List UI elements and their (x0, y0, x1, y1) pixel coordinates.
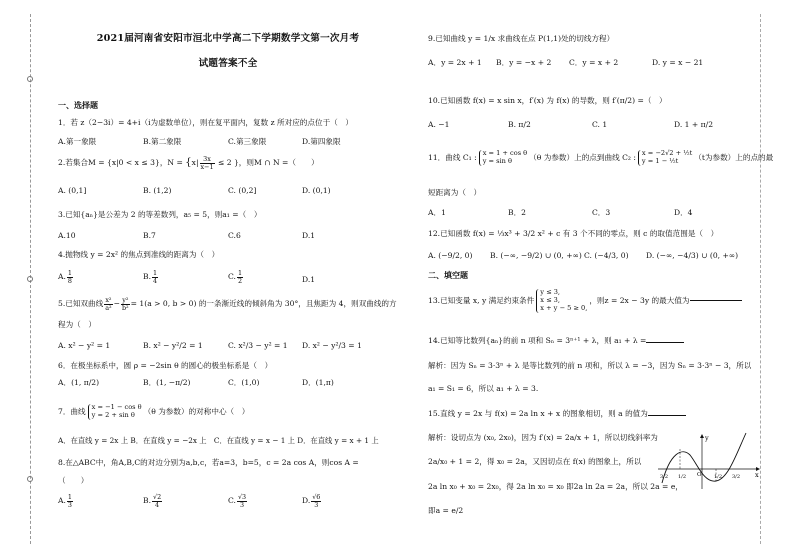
q4-option-a: A. $\frac{1}{8}$ (58, 269, 72, 285)
graph-tick-1: 3/2 (660, 474, 669, 480)
q11-system-1: x = 1 + cos θ y = sin θ (479, 150, 527, 166)
q14-answer-blank (646, 342, 684, 343)
section-choice: 一、选择题 (58, 100, 98, 110)
q6-option-a: A．(1, π/2) (58, 378, 100, 387)
q11-option-c: C．3 (592, 208, 611, 217)
q9-option-a: A．y = 2x + 1 (428, 58, 482, 67)
question-3: 3.已知{aₙ}是公差为 2 的等差数列，a₅ = 5，则a₁ =（ ） (58, 210, 262, 219)
q12-option-c: C. (−4/3, 0) (584, 251, 629, 260)
q12-option-a: A. (−9/2, 0) (428, 251, 473, 260)
q9-option-d: D. y = x − 21 (652, 58, 704, 67)
q6-option-d: D．(1,π) (302, 378, 334, 387)
page-subtitle: 试题答案不全 (198, 58, 258, 69)
section-fill: 二、填空题 (428, 270, 468, 280)
q11-option-a: A．1 (428, 208, 446, 217)
q15-solution-3: 2a ln x₀ + x₀ = 2x₀，得 2a ln x₀ = x₀ 即2a ln 2a = 2a，所以 2a = e， (428, 482, 683, 491)
q2-brace-open: { (185, 157, 192, 169)
q8-option-c: C. $\frac{√3}{3}$ (228, 493, 247, 509)
page-title: 2021届河南省安阳市洹北中学高二下学期数学文第一次月考 (96, 33, 360, 44)
q4-option-d: D.1 (302, 275, 316, 284)
graph-label-origin: O (697, 472, 702, 478)
question-5-cont: 程为（ ） (58, 320, 96, 329)
question-10: 10.已知函数 f(x) = x sin x，f′(x) 为 f(x) 的导数，则 f′(π/2) =（ ） (428, 96, 667, 105)
q2-set-var: x (191, 158, 196, 168)
question-5: 5.已知双曲线 $\frac{\text{x²}}{\text{a²}}$ − $\frac{\text{y²}}{\text{b²}}$ = 1(a > 0, b > 0) 的一条渐近线的倾斜角为 30°，且焦距为 4，则双曲线的方 (58, 296, 397, 312)
question-7: 7．曲线 x = −1 − cos θ y = 2 + sin θ （θ 为参数）的对称中心（ ） (58, 403, 250, 419)
q8-option-d: D. $\frac{√6}{3}$ (302, 493, 321, 509)
q8-paren: （ ） (58, 476, 89, 485)
q1-option-a: A.第一象限 (58, 137, 97, 146)
graph-y-arrow (700, 434, 704, 438)
question-8: 8.在△ABC中，角A,B,C的对边分别为a,b,c，若a=3，b=5，c = 2a cos A，则cos A = (58, 458, 359, 467)
q15-solution-2: 2a/x₀ + 1 = 2，得 x₀ = 2a，又因切点在 f(x) 的图象上，所以 (428, 457, 642, 466)
q11-option-d: D．4 (674, 208, 693, 217)
question-14: 14.已知等比数列{aₙ}的前 n 项和 Sₙ = 3ⁿ⁺¹ + λ，则 a₁ + λ = (428, 336, 684, 345)
q13-answer-blank (690, 300, 742, 301)
q14-solution-2: a₁ = S₁ = 6，所以 a₁ + λ = 3. (428, 384, 539, 393)
left-column (58, 0, 398, 560)
q2-option-d: D. (0,1) (302, 186, 331, 195)
q15-solution-1: 解析：设切点为 (x₀, 2x₀)，因为 f′(x) = 2a/x + 1，所以切线斜率为 (428, 433, 658, 442)
binding-hole (27, 76, 33, 82)
q10-option-a: A. −1 (428, 120, 450, 129)
graph-label-y: y (705, 434, 709, 442)
question-9: 9.已知曲线 y = 1/x 求曲线在点 P(1,1)处的切线方程） (428, 34, 615, 43)
q2-option-b: B. (1,2) (143, 186, 172, 195)
q6-option-b: B．(1, −π/2) (143, 378, 191, 387)
q6-option-c: C．(1,0) (228, 378, 260, 387)
q4-option-b: B. $\frac{1}{4}$ (143, 269, 158, 285)
question-12: 12.已知函数 f(x) = ⅓x³ + 3/2 x² + c 有 3 个不同的零点，则 c 的取值范围是（ ） (428, 229, 719, 238)
q2-option-c: C. (0,2] (228, 186, 257, 195)
q5-option-c: C. x²/3 − y² = 1 (228, 341, 288, 350)
question-11-cont: 短距离为（ ） (428, 188, 482, 197)
graph-label-x: x (755, 471, 759, 479)
q10-option-b: B. π/2 (508, 120, 531, 129)
q2-fraction: $\frac{3x}{x-1}$ (200, 155, 214, 171)
q1-option-c: C.第三象限 (228, 137, 267, 146)
binding-hole (27, 276, 33, 282)
q7-options: A．在直线 y = 2x 上 B．在直线 y = −2x 上 C．在直线 y = x − 1 上 D．在直线 y = x + 1 上 (58, 436, 379, 445)
question-13: 13.已知变量 x, y 满足约束条件 y ≤ 3, x ≤ 3, x + y − 5 ≥ 0, ，则z = 2x − 3y 的最大值为 (428, 289, 742, 313)
right-column (428, 0, 774, 560)
q3-option-b: B.7 (143, 231, 156, 240)
q14-solution-1: 解析：因为 Sₙ = 3·3ⁿ + λ 是等比数列的前 n 项和，所以 λ = −3，因为 Sₙ = 3·3ⁿ − 3，所以 (428, 361, 752, 370)
q2-option-a: A. (0,1] (58, 186, 87, 195)
question-15: 15.直线 y = 2x 与 f(x) = 2a ln x + x 的图象相切，则 a 的值为 (428, 409, 686, 418)
q10-option-c: C. 1 (592, 120, 608, 129)
graph-tick-2: 1/2 (678, 474, 687, 480)
function-graph-figure (656, 431, 762, 491)
question-11: 11．曲线 C₁ : x = 1 + cos θ y = sin θ （θ 为参数）上的点到曲线 C₂ : x = −2√2 + ½t y = 1 − ½t （t为参数）上的点的最 (428, 149, 774, 165)
q2-text-b: ≤ 2 }，则M ∩ N =（ ） (217, 158, 319, 168)
q12-option-d: D. (−∞, −4/3) ∪ (0, +∞) (646, 251, 739, 260)
q9-option-c: C．y = x + 2 (569, 58, 619, 67)
q3-option-d: D.1 (302, 231, 316, 240)
graph-tick-3: 1/2 (714, 474, 723, 480)
q4-option-c: C. $\frac{1}{2}$ (228, 269, 243, 285)
q8-option-a: A. $\frac{1}{3}$ (58, 493, 72, 509)
q11-option-b: B．2 (508, 208, 527, 217)
q5-option-b: B. x² − y²/2 = 1 (143, 341, 203, 350)
q5-option-a: A. x² − y² = 1 (58, 341, 111, 350)
q7-system: x = −1 − cos θ y = 2 + sin θ (88, 404, 142, 420)
q3-option-a: A.10 (58, 231, 76, 240)
q13-system: y ≤ 3, x ≤ 3, x + y − 5 ≥ 0, (536, 289, 587, 313)
q1-option-b: B.第二象限 (143, 137, 182, 146)
q5-option-d: D. x² − y²/3 = 1 (302, 341, 362, 350)
binding-hole (27, 476, 33, 482)
q8-option-b: B. $\frac{√2}{4}$ (143, 493, 162, 509)
q1-option-d: D.第四象限 (302, 137, 341, 146)
question-6: 6．在极坐标系中，圆 ρ = −2sin θ 的圆心的极坐标系是（ ） (58, 361, 273, 370)
graph-tick-4: 3/2 (732, 474, 741, 480)
q12-option-b: B. (−∞, −9/2) ∪ (0, +∞) (490, 251, 582, 260)
binding-gutter (22, 14, 40, 544)
q15-solution-4: 即a = e/2 (428, 506, 464, 515)
question-4: 4.抛物线 y = 2x² 的焦点到准线的距离为（ ） (58, 250, 220, 259)
question-1: 1．若 z（2−3i）= 4+i（i为虚数单位），则在复平面内，复数 z 所对应的点位于（ ） (58, 118, 353, 127)
q3-option-c: C.6 (228, 231, 241, 240)
q15-answer: e/2 (451, 506, 464, 515)
q9-option-b: B．y = −x + 2 (496, 58, 552, 67)
q2-text-a: 2.若集合M = {x|0 < x ≤ 3}，N = (58, 158, 183, 168)
q10-option-d: D. 1 + π/2 (674, 120, 714, 129)
question-2: 2.若集合M = {x|0 < x ≤ 3}，N = {x| $\frac{3x}{x-1}$ ≤ 2 }，则M ∩ N =（ ） (58, 155, 319, 171)
q11-system-2: x = −2√2 + ½t y = 1 − ½t (638, 150, 692, 166)
q15-answer-blank (648, 415, 686, 416)
